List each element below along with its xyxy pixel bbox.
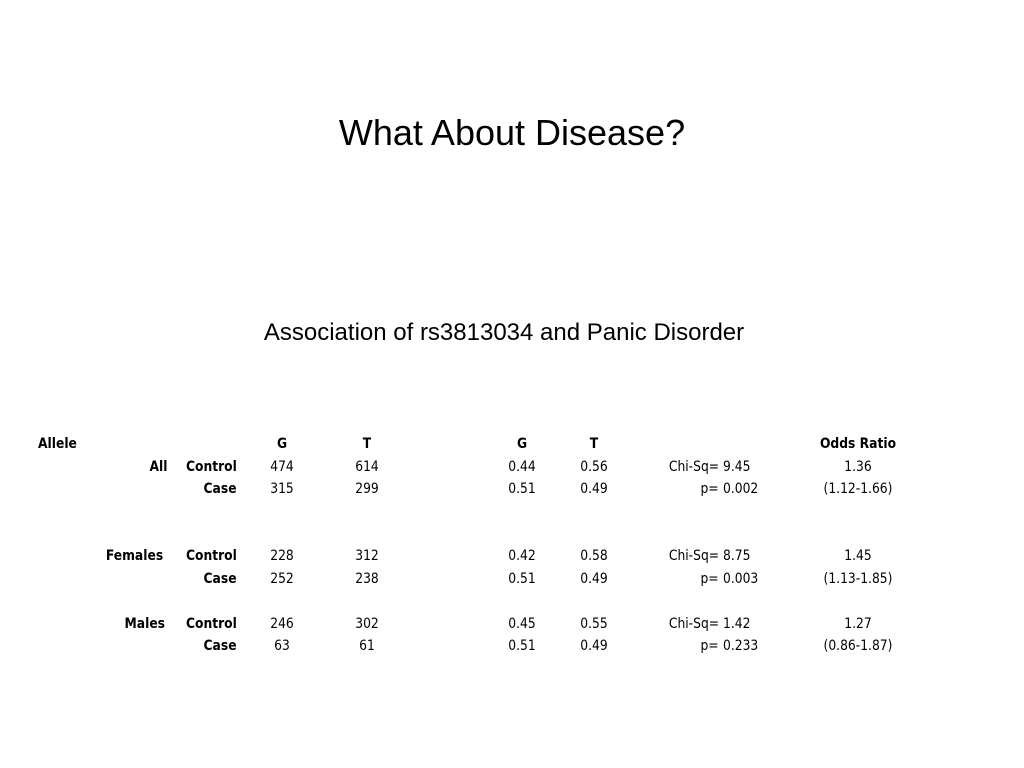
cell-odds-ratio: (0.86-1.87)	[823, 638, 893, 654]
cell-stat-label: Chi-Sq=	[668, 459, 719, 475]
header-count-g: G	[276, 436, 288, 452]
header-allele: Allele	[38, 436, 77, 452]
row-type: Case	[203, 571, 237, 587]
group-label-males: Males	[124, 616, 165, 632]
cell-count-g: 63	[274, 638, 290, 654]
cell-count-g: 315	[270, 481, 294, 497]
cell-count-g: 228	[270, 548, 294, 564]
cell-freq-t: 0.55	[580, 616, 608, 632]
cell-stat-value: 0.003	[723, 571, 759, 587]
cell-freq-t: 0.49	[580, 481, 608, 497]
cell-count-g: 246	[270, 616, 294, 632]
cell-odds-ratio: 1.45	[844, 548, 872, 564]
cell-count-g: 252	[270, 571, 294, 587]
cell-odds-ratio: 1.27	[844, 616, 872, 632]
cell-stat-label: Chi-Sq=	[668, 616, 719, 632]
row-type: Case	[203, 481, 237, 497]
row-type: Control	[186, 459, 237, 475]
cell-count-t: 61	[359, 638, 375, 654]
cell-freq-t: 0.56	[580, 459, 608, 475]
cell-freq-g: 0.51	[508, 571, 536, 587]
cell-count-t: 302	[355, 616, 379, 632]
cell-odds-ratio: 1.36	[844, 459, 872, 475]
table-title: Association of rs3813034 and Panic Disorder	[263, 319, 745, 346]
cell-stat-label: p=	[700, 638, 719, 654]
cell-odds-ratio: (1.12-1.66)	[823, 481, 893, 497]
row-type: Control	[186, 548, 237, 564]
cell-count-t: 238	[355, 571, 379, 587]
row-type: Control	[186, 616, 237, 632]
cell-freq-g: 0.45	[508, 616, 536, 632]
group-label-all: All	[149, 459, 167, 475]
cell-stat-value: 0.002	[723, 481, 759, 497]
slide-title: What About Disease?	[338, 112, 686, 153]
cell-count-t: 614	[355, 459, 379, 475]
cell-stat-value: 1.42	[723, 616, 751, 632]
cell-count-t: 312	[355, 548, 379, 564]
cell-freq-g: 0.42	[508, 548, 536, 564]
cell-stat-value: 0.233	[723, 638, 759, 654]
cell-stat-value: 9.45	[723, 459, 751, 475]
header-count-t: T	[362, 436, 372, 452]
cell-freq-t: 0.49	[580, 571, 608, 587]
header-freq-t: T	[589, 436, 599, 452]
row-type: Case	[203, 638, 237, 654]
cell-stat-value: 8.75	[723, 548, 751, 564]
cell-freq-t: 0.49	[580, 638, 608, 654]
header-freq-g: G	[516, 436, 528, 452]
cell-freq-g: 0.44	[508, 459, 536, 475]
header-odds-ratio: Odds Ratio	[819, 436, 897, 452]
cell-stat-label: Chi-Sq=	[668, 548, 719, 564]
cell-count-t: 299	[355, 481, 379, 497]
cell-count-g: 474	[270, 459, 294, 475]
cell-stat-label: p=	[700, 481, 719, 497]
cell-freq-t: 0.58	[580, 548, 608, 564]
cell-stat-label: p=	[700, 571, 719, 587]
group-label-females: Females	[105, 548, 163, 564]
cell-freq-g: 0.51	[508, 481, 536, 497]
cell-odds-ratio: (1.13-1.85)	[823, 571, 893, 587]
cell-freq-g: 0.51	[508, 638, 536, 654]
